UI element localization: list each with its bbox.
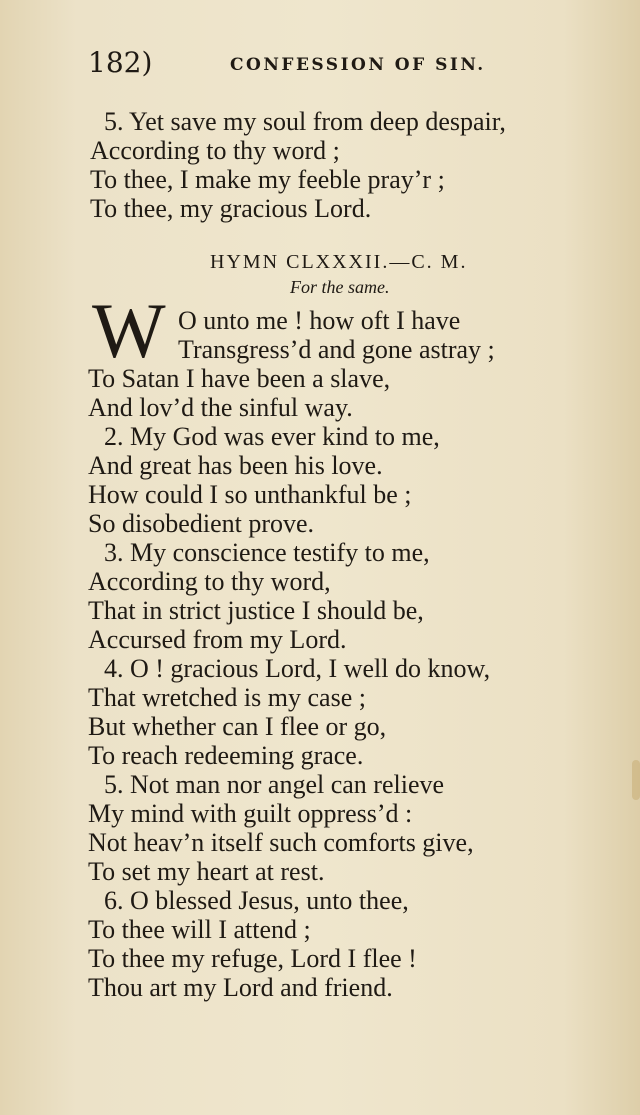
verse-line: And lov’d the sinful way. — [88, 393, 353, 422]
page-stain — [632, 760, 640, 800]
verse-line: But whether can I flee or go, — [88, 712, 387, 741]
verse-line: Transgress’d and gone astray ; — [178, 335, 495, 364]
verse-line: According to thy word, — [88, 567, 331, 596]
verse-line: Thou art my Lord and friend. — [88, 973, 393, 1002]
verse-line: So disobedient prove. — [88, 509, 315, 538]
verse-line: My mind with guilt oppress’d : — [88, 799, 413, 828]
verse-line: That in strict justice I should be, — [88, 596, 424, 625]
verse-line: That wretched is my case ; — [88, 683, 366, 712]
hymn-subtitle: For the same. — [290, 277, 390, 297]
verse-line: To thee my refuge, Lord I flee ! — [88, 944, 417, 973]
verse-line: 5. Not man nor angel can relieve — [104, 770, 445, 799]
verse-line: To reach redeeming grace. — [88, 741, 364, 770]
verse-line: 3. My conscience testify to me, — [104, 538, 430, 567]
verse-line: 4. O ! gracious Lord, I well do know, — [104, 654, 491, 683]
verse-line: 2. My God was ever kind to me, — [104, 422, 440, 451]
page-number: 182) — [88, 46, 153, 79]
verse-line: To thee will I attend ; — [88, 915, 311, 944]
running-head: CONFESSION OF SIN. — [230, 55, 486, 75]
verse-line: To Satan I have been a slave, — [88, 364, 391, 393]
drop-cap: W — [92, 287, 166, 374]
hymn-title: HYMN CLXXXII.—C. M. — [210, 251, 468, 273]
verse-line: Not heav’n itself such comforts give, — [88, 828, 474, 857]
page-header — [88, 46, 508, 86]
verse-line: 6. O blessed Jesus, unto thee, — [104, 886, 409, 915]
verse-line: And great has been his love. — [88, 451, 383, 480]
verse-line: Accursed from my Lord. — [88, 625, 347, 654]
verse-line: O unto me ! how oft I have — [178, 306, 461, 335]
verse-line: How could I so unthankful be ; — [88, 480, 412, 509]
verse-line: To thee, my gracious Lord. — [90, 194, 372, 223]
verse-line: To thee, I make my feeble pray’r ; — [90, 165, 445, 194]
verse-line: To set my heart at rest. — [88, 857, 325, 886]
verse-line: 5. Yet save my soul from deep despair, — [104, 107, 506, 136]
verse-line: According to thy word ; — [90, 136, 340, 165]
